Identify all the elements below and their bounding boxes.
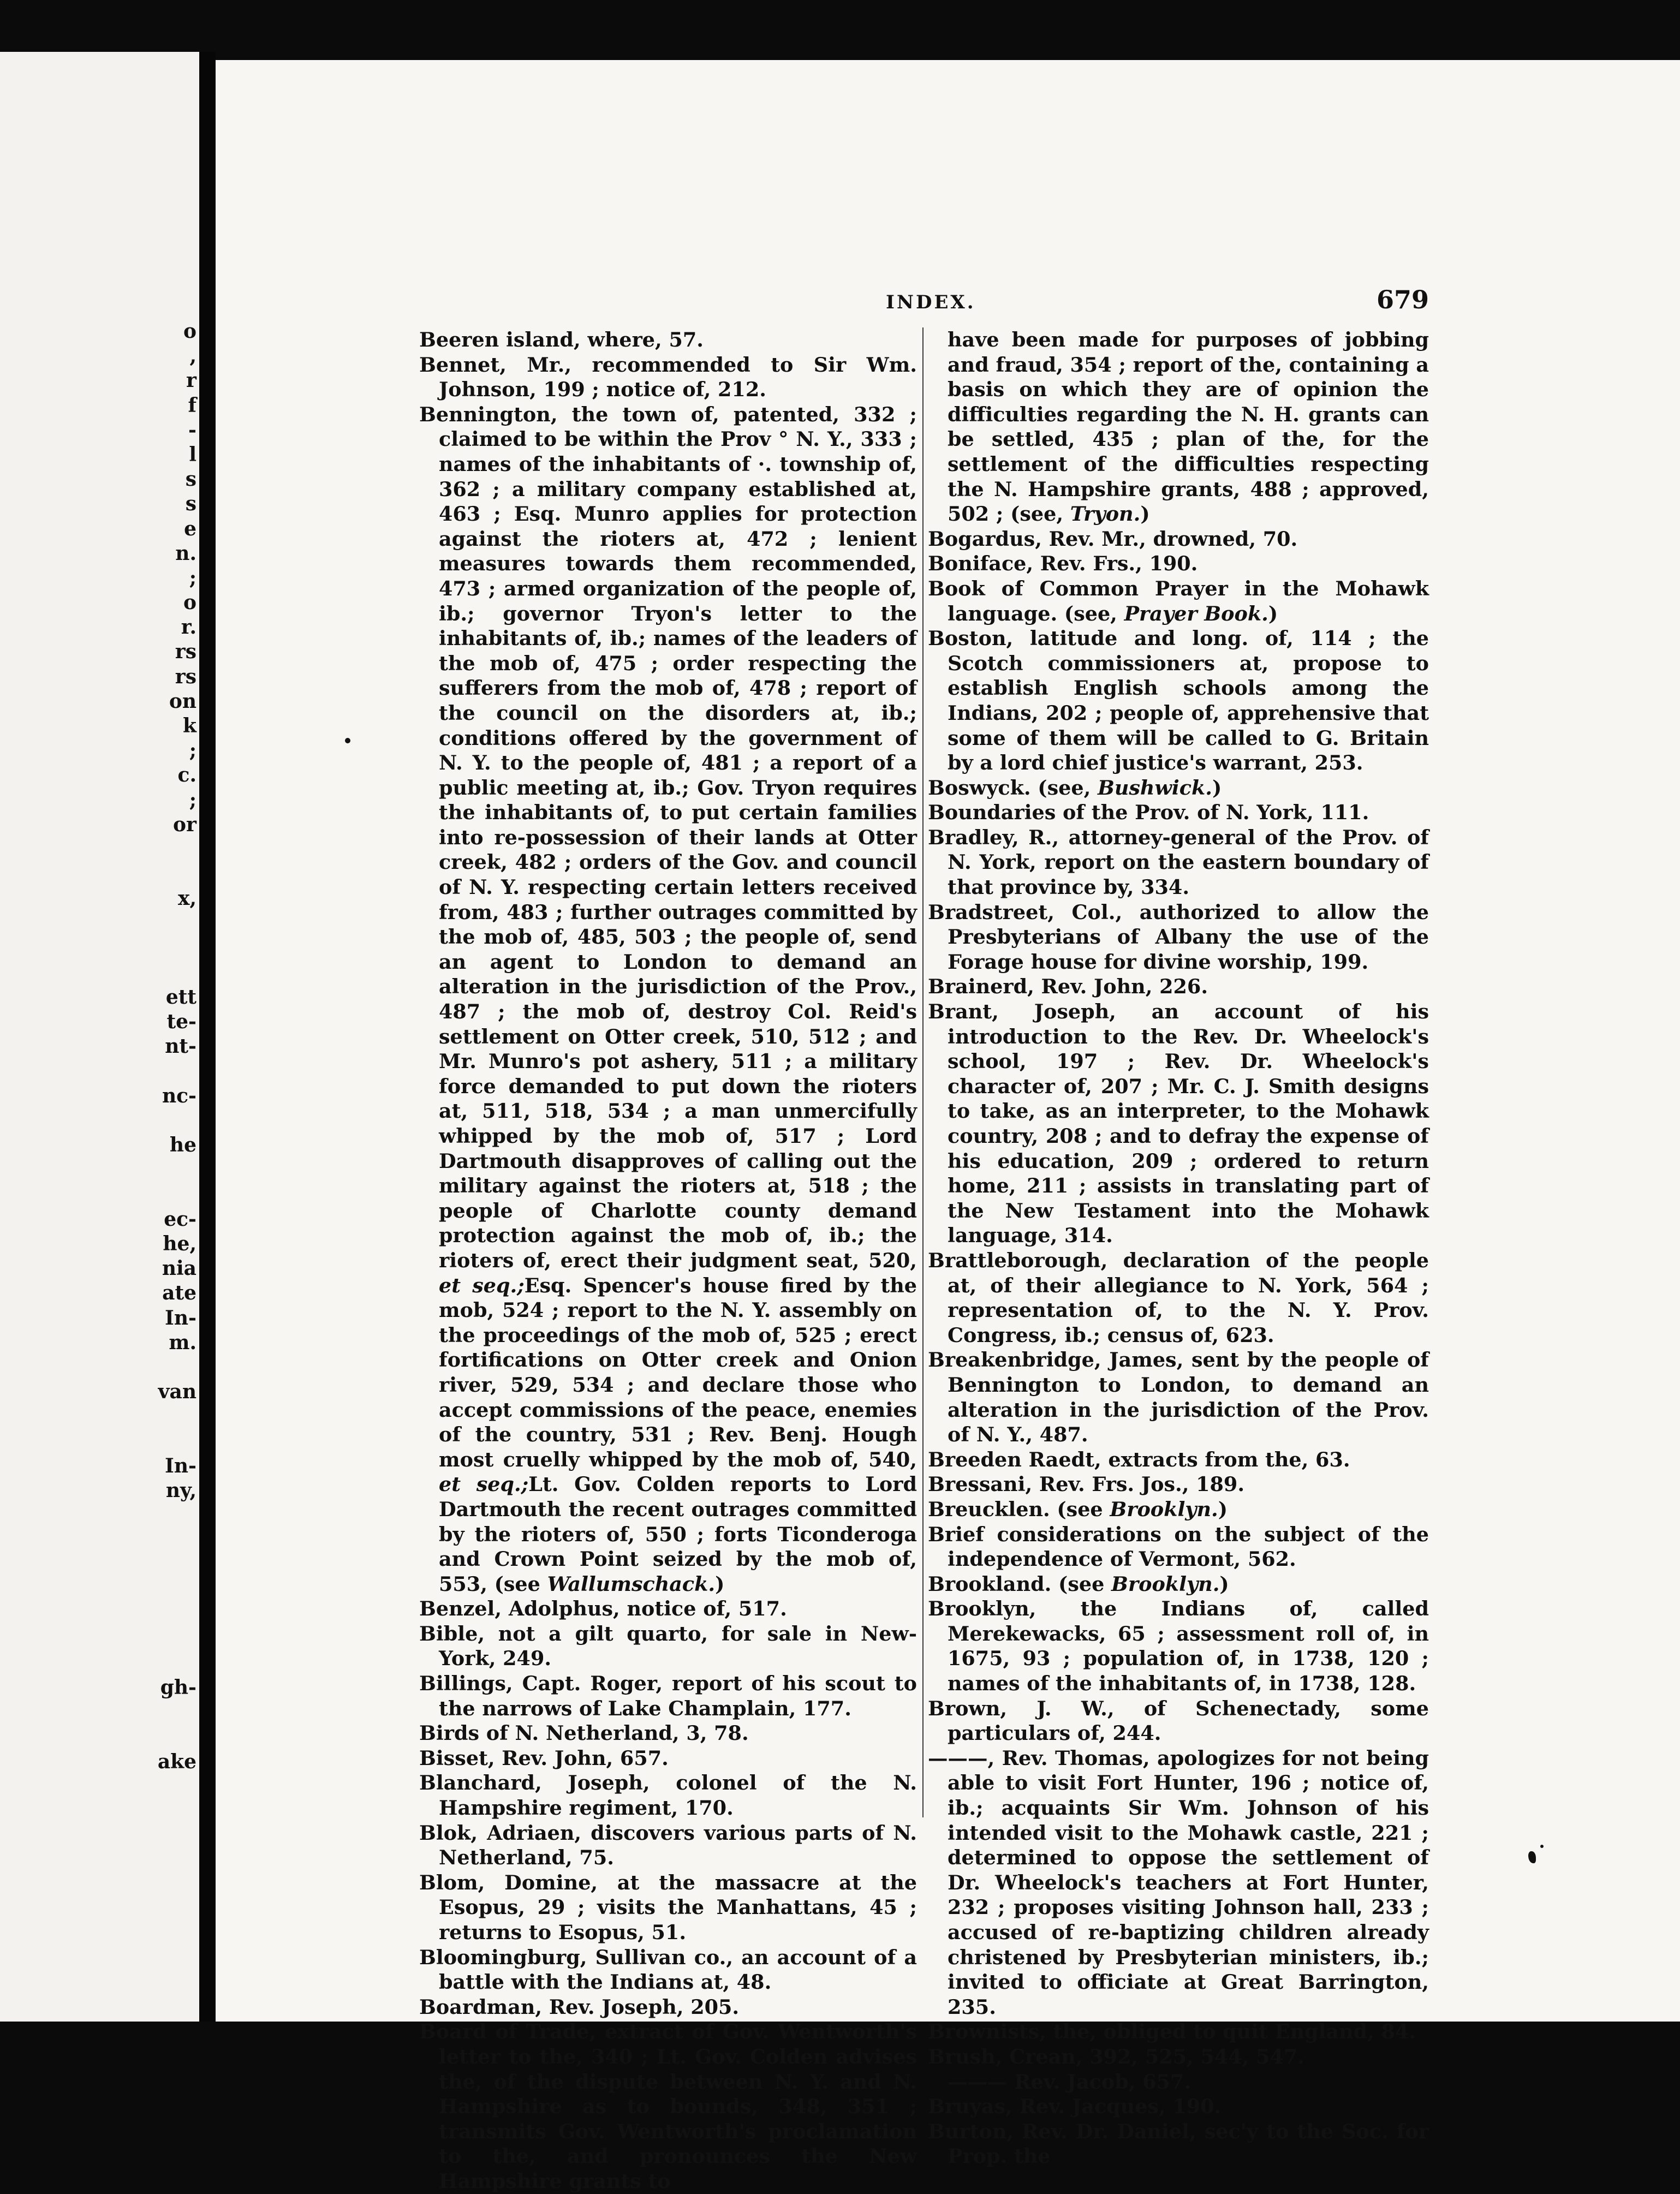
index-entry-text: Breeden Raedt, extracts from the, 63. (928, 1447, 1350, 1471)
index-entry-italic: Brooklyn. (1103, 1497, 1218, 1521)
index-entry (928, 2044, 1429, 2070)
facing-page-fragment (0, 1108, 196, 1133)
facing-page-fragment (0, 1651, 196, 1676)
ink-speck (345, 738, 350, 743)
index-entry-italic: Brooklyn. (1104, 1572, 1220, 1596)
page-number: 679 (1377, 285, 1429, 314)
index-entry-text: Brainerd, Rev. John, 226. (928, 975, 1208, 999)
facing-page-fragment (0, 1059, 196, 1084)
index-entry-text: Bennet, Mr., recommended to Sir Wm. Johnson, 199 ; notice of, 212. (419, 353, 917, 402)
index-entry-text: ——— Rev. Jacob, 657. (948, 2070, 1192, 2094)
facing-page-fragment: c. (177, 764, 196, 787)
facing-page-fragment: nt- (165, 1035, 196, 1058)
index-entry-text: ———, Rev. Thomas, apologizes for not being able to visit Fort Hunter, 196 ; notice of, ib.; acquaints Sir Wm. Johnson of his intended visit to the Mohawk castle, 221 ; determined to oppose the settlement of Dr. Wheelock's teachers at Fort Hunter, 232 ; proposes visiting Johnson hall, 233 ; accused of re-baptizing children already christened by Presbyterian ministers, ib.; invited to officiate at Great Barrington, 235. (928, 1746, 1429, 2019)
facing-page-text-fragments (0, 319, 196, 1774)
index-entry-text: Breucklen. (see (928, 1497, 1103, 1521)
index-entry (419, 1596, 917, 1621)
index-entry-text: Book of Common Prayer in the Mohawk language. (see, (928, 576, 1429, 625)
index-column-left (419, 327, 917, 2194)
facing-page-fragment: gh- (160, 1676, 196, 1700)
index-entry (928, 551, 1429, 576)
index-entry-text: Bradley, R., attorney-general of the Prov. of N. York, report on the eastern boundary of that province by, 334. (928, 825, 1429, 899)
index-entry-text: Bradstreet, Col., authorized to allow the Presbyterians of Albany the use of the Forage house for divine worship, 199. (928, 900, 1429, 974)
index-entry-text: Brown, J. W., of Schenectady, some particulars of, 244. (928, 1696, 1429, 1745)
facing-page-fragment: ; (189, 566, 196, 589)
facing-page-fragment (0, 1528, 196, 1552)
index-entry (928, 327, 1429, 527)
index-entry-text: ) (1212, 776, 1222, 800)
facing-page-fragment: ake (157, 1750, 196, 1773)
index-entry-text: ) (715, 1572, 725, 1596)
index-entry (928, 1572, 1429, 1597)
facing-page-fragment: m. (169, 1331, 196, 1354)
facing-page-fragment: he (169, 1134, 196, 1157)
index-entry-italic: Tryon. (1063, 502, 1141, 526)
index-entry-text: Bisset, Rev. John, 657. (419, 1746, 669, 1770)
index-entry (928, 1348, 1429, 1447)
column-divider (922, 327, 924, 1817)
index-entry (928, 1696, 1429, 1746)
index-entry-text: Blok, Adriaen, discovers various parts of N. Netherland, 75. (419, 1821, 917, 1870)
index-entry (928, 900, 1429, 975)
index-entry-text: Boston, latitude and long. of, 114 ; the Scotch commissioners at, propose to establish English schools among the Indians, 202 ; people of, apprehensive that some of them will be called to G. Britain by a lord chief justice's warrant, 253. (928, 627, 1429, 775)
facing-page-fragment (0, 1404, 196, 1429)
index-entry (419, 1721, 917, 1746)
index-entry (928, 999, 1429, 1248)
facing-page-fragment (0, 1577, 196, 1602)
page-header (216, 284, 1680, 322)
facing-page-fragment (0, 1503, 196, 1528)
facing-page-fragment (0, 837, 196, 862)
index-entry-text: Bennington, the town of, patented, 332 ; claimed to be within the Prov ° N. Y., 333 ; names of the inhabitants of ·. township of, 362 ; a military company established at, 463 ; Esq. Munro applies for protection against the rioters at, 472 ; lenient measures towards them recommended, 473 ; armed organization of the people of, ib.; governor Tryon's letter to the inhabitants of, ib.; names of the leaders of the mob of, 475 ; order respecting the sufferers from the mob of, 478 ; report of the council on the disorders at, ib.; conditions offered by the government of N. Y. to the people of, 481 ; a report of a public meeting at, ib.; Gov. Tryon requires the inhabitants of, to put certain families into re-possession of their lands at Otter creek, 482 ; orders of the Gov. and council of N. Y. respecting certain letters received from, 483 ; further outrages committed by the mob of, 485, 503 ; the people of, send an agent to London to demand an alteration in the jurisdiction of the Prov., 487 ; the mob of, destroy Col. Reid's settlement on Otter creek, 510, 512 ; and Mr. Munro's pot ashery, 511 ; a military force demanded to put down the rioters at, 511, 518, 534 ; a man unmercifully whipped by the mob of, 517 ; Lord Dartmouth disapproves of calling out the military against the rioters at, 518 ; the people of Charlotte county demand protection against the mob of, ib.; the rioters of, erect their judgment seat, 520, (419, 402, 917, 1272)
index-entry (928, 527, 1429, 552)
index-entry-italic: Prayer Book. (1117, 601, 1268, 625)
index-entry (928, 2119, 1429, 2169)
index-entry-text: Blom, Domine, at the massacre at the Esopus, 29 ; visits the Manhattans, 45 ; returns to Esopus, 51. (419, 1870, 917, 1944)
index-entry-text: Bruyas, Rev. Jacques, 190. (928, 2095, 1222, 2119)
facing-page-fragment: he, (163, 1232, 196, 1255)
facing-page-fragment (0, 936, 196, 961)
facing-page-fragment: ; (189, 788, 196, 812)
index-entry (419, 1995, 917, 2020)
index-entry (928, 626, 1429, 776)
facing-page-fragment: ate (162, 1281, 196, 1305)
facing-page-fragment: In- (165, 1454, 196, 1477)
index-entry (928, 776, 1429, 801)
index-entry-text: Brush, Crean, 392, 525, 544, 547. (928, 2044, 1304, 2068)
facing-page-fragment: r. (181, 616, 196, 639)
index-entry (419, 1621, 917, 1671)
index-entry-text: Boniface, Rev. Frs., 190. (928, 552, 1198, 576)
running-head: INDEX. (886, 291, 976, 313)
index-entry (419, 1945, 917, 1995)
facing-page-fragment (0, 1602, 196, 1626)
index-entry-text: ) (1219, 1572, 1229, 1596)
facing-page-fragment: te- (166, 1010, 196, 1034)
index-entry (928, 1248, 1429, 1348)
index-entry-text: Benzel, Adolphus, notice of, 517. (419, 1597, 787, 1621)
facing-page-fragment (0, 1626, 196, 1651)
index-entry-italic: et seq.; (439, 1273, 525, 1297)
facing-page-fragment: n. (175, 541, 196, 565)
index-entry (419, 1671, 917, 1721)
facing-page-fragment: ett (165, 986, 196, 1009)
index-entry-italic: Bushwick. (1091, 776, 1212, 800)
index-entry-text: ) (1268, 601, 1278, 625)
index-entry (928, 1746, 1429, 2020)
facing-page-fragment (0, 862, 196, 886)
index-entry-text: have been made for purposes of jobbing and fraud, 354 ; report of the, containing a basis on which they are of opinion the difficulties regarding the N. H. grants can be settled, 435 ; plan of the, for the settlement of the difficulties respecting the N. Hampshire grants, 488 ; approved, 502 ; (see, (948, 328, 1429, 526)
index-entry (419, 402, 917, 1597)
index-entry-text: Bogardus, Rev. Mr., drowned, 70. (928, 527, 1298, 551)
facing-page-fragment: rs (175, 640, 196, 664)
index-entry-text: Bloomingburg, Sullivan co., an account of a battle with the Indians at, 48. (419, 1945, 917, 1994)
index-entry (928, 800, 1429, 825)
facing-page-fragment (0, 961, 196, 985)
facing-page-fragment (0, 1158, 196, 1182)
index-entry-text: Bressani, Rev. Frs. Jos., 189. (928, 1472, 1245, 1497)
facing-page-fragment (0, 911, 196, 936)
facing-page-fragment: x, (178, 887, 196, 910)
facing-page-fragment: ec- (164, 1207, 196, 1231)
index-entry (928, 825, 1429, 900)
facing-page-fragment: - (188, 418, 196, 442)
index-entry-italic: et seq.; (439, 1472, 529, 1497)
index-entry-text: Breakenbridge, James, sent by the people of Bennington to London, to demand an alteration in the jurisdiction of the Prov. of N. Y., 487. (928, 1348, 1429, 1447)
facing-page-fragment: s (185, 468, 196, 491)
facing-page-fragment: on (169, 689, 196, 713)
facing-page-fragment (0, 1429, 196, 1453)
index-entry-text: ) (1218, 1497, 1228, 1521)
facing-page-fragment: o (183, 591, 196, 615)
facing-page-fragment: ; (189, 739, 196, 762)
index-entry (419, 1821, 917, 1870)
index-entry-text: Brownists, the, obliged to quit England, 84. (928, 2020, 1416, 2044)
index-entry-text: Board of Trade, extract of Gov. Wentworth's letter to the, 340 ; Lt. Gov. Colden advises the, of the dispute between N. Y. and N. Hampshire as to bounds, 348, 351 ; transmits Gov. Wentworth's proclamation to the, and pronounces the New Hampshire grants to (419, 2020, 917, 2193)
index-entry (928, 576, 1429, 626)
ink-speck (1540, 1845, 1544, 1848)
facing-page-fragment (0, 1725, 196, 1750)
index-entry (928, 974, 1429, 999)
index-entry-text: Brattleborough, declaration of the people at, of their allegiance to N. York, 564 ; representation of, to the N. Y. Prov. Congress, ib.; census of, 623. (928, 1248, 1429, 1347)
index-entry (928, 1447, 1429, 1472)
index-entry-italic: Wallumschack. (540, 1572, 716, 1596)
facing-page-fragment: , (189, 344, 196, 368)
facing-page-fragment: ny, (165, 1478, 196, 1502)
index-entry (419, 1870, 917, 1945)
index-entry (928, 1472, 1429, 1497)
facing-page-fragment: k (183, 714, 196, 737)
index-entry-text: Brief considerations on the subject of the independence of Vermont, 562. (928, 1522, 1429, 1571)
index-entry (419, 1770, 917, 1820)
index-entry-text: Bible, not a gilt quarto, for sale in New-York, 249. (419, 1621, 917, 1671)
index-entry (928, 1522, 1429, 1572)
facing-page-fragment: r (186, 369, 196, 392)
index-entry-text: Esq. Spencer's house fired by the mob, 524 ; report to the N. Y. assembly on the proceedings of the mob of, 525 ; erect fortifications on Otter creek and Onion river, 529, 534 ; and declare those who accept commissions of the peace, enemies of the country, 531 ; Rev. Benj. Hough most cruelly whipped by the mob of, 540, (439, 1273, 917, 1471)
index-entry (419, 353, 917, 402)
facing-page-fragment: f (188, 394, 196, 417)
facing-page-fragment: o (183, 320, 196, 343)
index-entry (928, 2070, 1429, 2095)
facing-page-fragment (0, 1355, 196, 1380)
facing-page-fragment: or (173, 813, 196, 836)
index-entry-text: Billings, Capt. Roger, report of his scout to the narrows of Lake Champlain, 177. (419, 1672, 917, 1720)
facing-page-fragment: s (185, 492, 196, 516)
index-entry (419, 2019, 917, 2193)
index-entry (928, 1596, 1429, 1696)
book-gutter (199, 52, 216, 2022)
index-entry (928, 2094, 1429, 2119)
facing-page-fragment: van (158, 1380, 196, 1404)
index-entry-text: Brooklyn, the Indians of, called Merekewacks, 65 ; assessment roll of, in 1675, 93 ; population of, in 1738, 120 ; names of the inhabitants of, in 1738, 128. (928, 1597, 1429, 1696)
facing-page-fragment (0, 1552, 196, 1577)
facing-page-fragment: In- (165, 1306, 196, 1329)
index-entry (419, 327, 917, 353)
facing-page-fragment (0, 1701, 196, 1725)
index-entry (419, 1746, 917, 1771)
index-entry (928, 1497, 1429, 1522)
facing-page-fragment (0, 1183, 196, 1207)
facing-page-fragment: nc- (162, 1084, 196, 1107)
index-entry-text: ) (1140, 502, 1150, 526)
index-entry-text: Birds of N. Netherland, 3, 78. (419, 1721, 749, 1745)
index-entry-text: Beeren island, where, 57. (419, 328, 704, 351)
index-entry-text: Brookland. (see (928, 1572, 1105, 1596)
index-entry-text: Boswyck. (see, (928, 776, 1091, 800)
index-entry-text: Brant, Joseph, an account of his introduction to the Rev. Dr. Wheelock's school, 197 ; Rev. Dr. Wheelock's character of, 207 ; Mr. C. J. Smith designs to take, as an interpreter, to the Mohawk country, 208 ; and to defray the expense of his education, 209 ; ordered to return home, 211 ; assists in translating part of the New Testament into the Mohawk language, 314. (928, 1000, 1429, 1248)
index-entry-text: Boundaries of the Prov. of N. York, 111. (928, 801, 1369, 825)
index-entry-text: Boardman, Rev. Joseph, 205. (419, 1995, 740, 2019)
facing-page-fragment: l (189, 443, 196, 466)
facing-page-fragment: nia (162, 1257, 196, 1280)
index-entry-text: Burton, Rev. Dr. Daniel, sec'y to the Soc. for Prop. the (928, 2119, 1429, 2168)
facing-page-fragment: e (184, 517, 196, 540)
index-entry (928, 2019, 1429, 2044)
index-entry-text: Lt. Gov. Colden reports to Lord Dartmouth the recent outrages committed by the rioters of, 550 ; forts Ticonderoga and Crown Point seized by the mob of, 553, (see (439, 1472, 918, 1596)
facing-page-fragment: rs (175, 665, 196, 688)
index-column-right (928, 327, 1429, 2169)
index-entry-text: Blanchard, Joseph, colonel of the N. Hampshire regiment, 170. (419, 1771, 917, 1820)
